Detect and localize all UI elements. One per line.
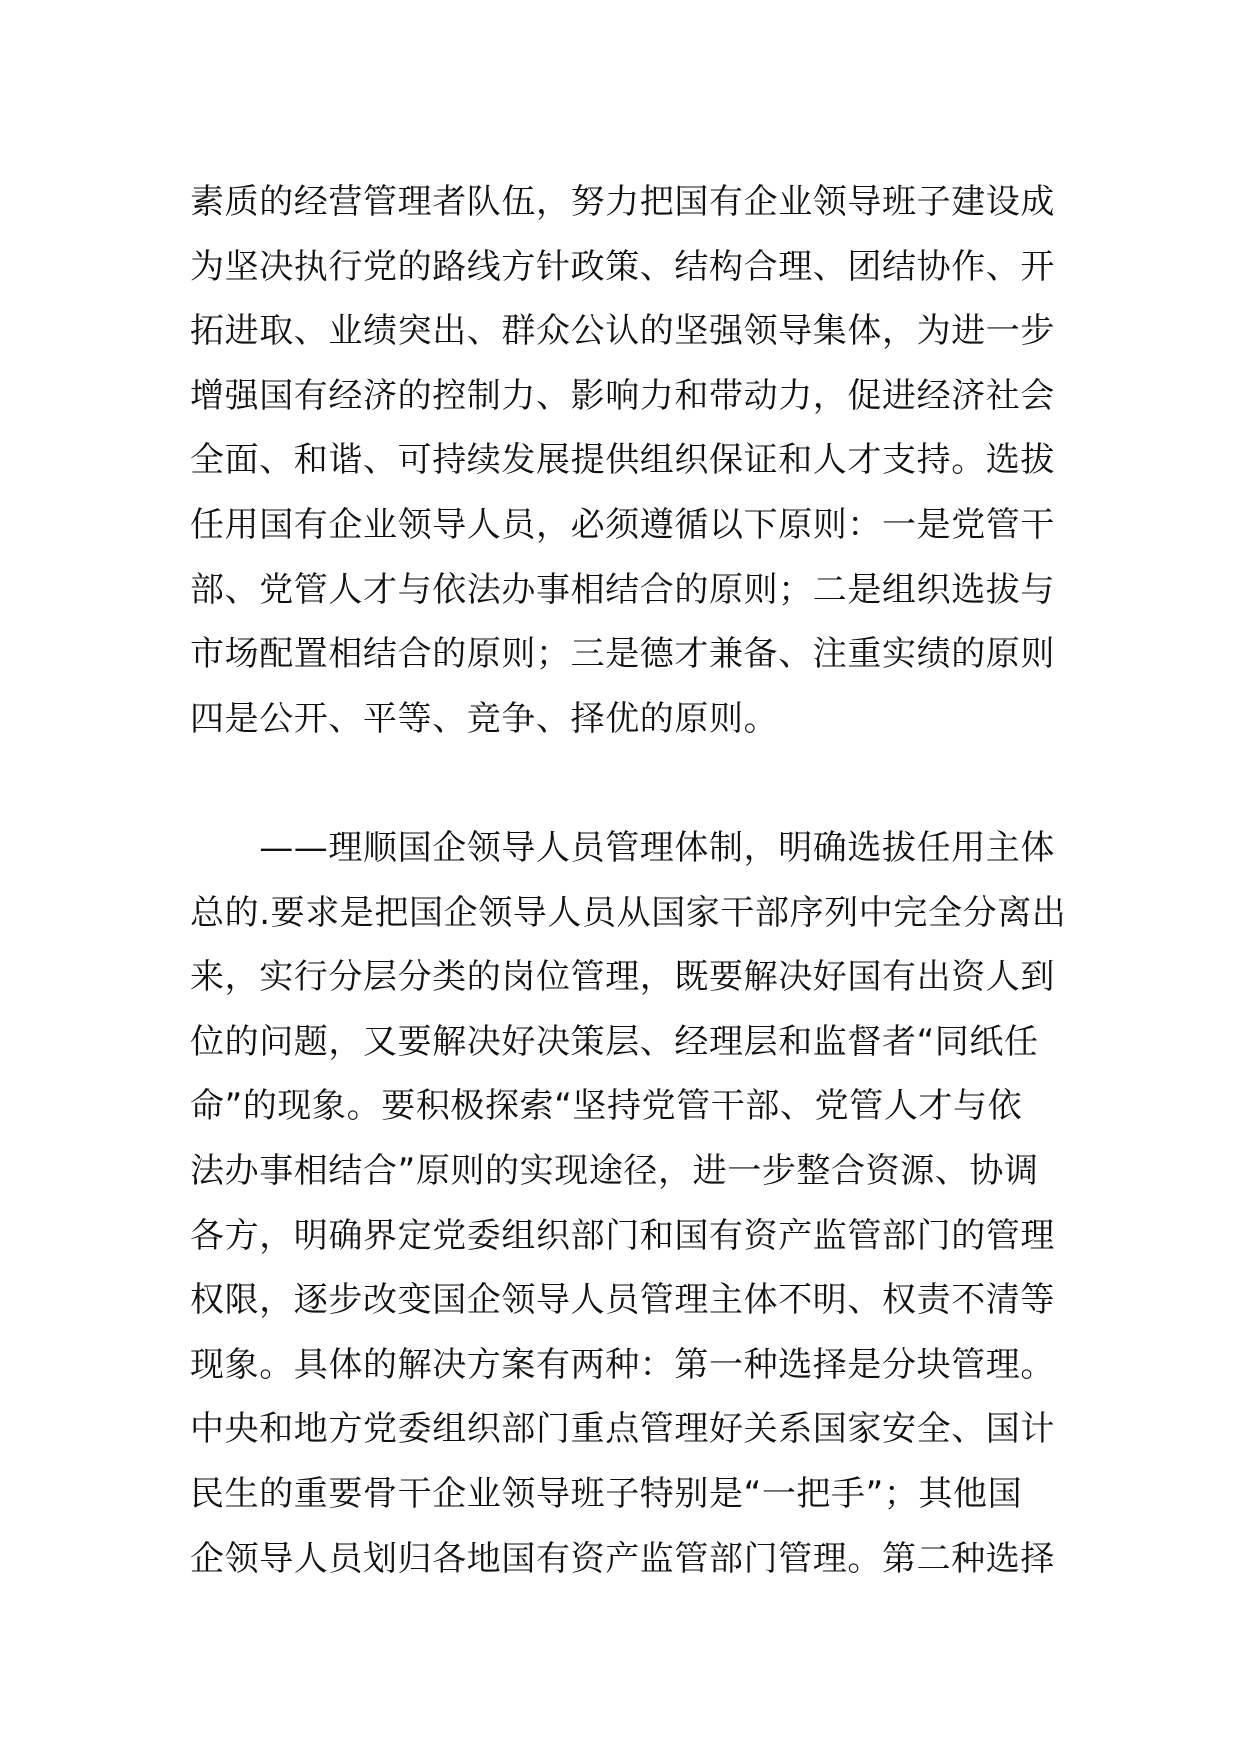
text-line: 权限，逐步改变国企领导人员管理主体不明、权责不清等 [190,1280,1055,1321]
text-line: 中央和地方党委组织部门重点管理好关系国家安全、国计 [190,1409,1055,1450]
text-line: 为坚决执行党的路线方针政策、结构合理、团结协作、开 [190,246,1055,287]
text-line: 市场配置相结合的原则；三是德才兼备、注重实绩的原则 [190,634,1055,675]
text-line: 全面、和谐、可持续发展提供组织保证和人才支持。选拔 [190,440,1055,481]
paragraph-management-system [190,816,1067,1591]
text-line: 现象。具体的解决方案有两种：第一种选择是分块管理。 [190,1344,1055,1385]
text-line: 位的问题，又要解决好决策层、经理层和监督者“同纸任 [190,1021,1039,1062]
text-line: 部、党管人才与依法办事相结合的原则；二是组织选拔与 [190,569,1055,610]
text-line: 法办事相结合”原则的实现途径，进一步整合资源、协调 [190,1150,1039,1191]
paragraph-selection-principles [190,170,1060,751]
text-line: 增强国有经济的控制力、影响力和带动力，促进经济社会 [190,375,1055,416]
text-line: 总的.要求是把国企领导人员从国家干部序列中完全分离出 [190,892,1067,933]
text-line: 企领导人员划归各地国有资产监管部门管理。第二种选择 [190,1538,1055,1579]
text-line: 各方，明确界定党委组织部门和国有资产监管部门的管理 [190,1215,1055,1256]
section-heading-line: ——理顺国企领导人员管理体制，明确选拔任用主体 [190,828,1055,868]
text-line: 四是公开、平等、竞争、择优的原则。 [190,698,779,739]
text-line: 拓进取、业绩突出、群众公认的坚强领导集体，为进一步 [190,311,1055,352]
text-line: 民生的重要骨干企业领导班子特别是“一把手”；其他国 [190,1473,1023,1514]
text-line: 命”的现象。要积极探索“坚持党管干部、党管人才与依 [190,1086,1023,1127]
text-line: 素质的经营管理者队伍，努力把国有企业领导班子建设成 [190,182,1055,222]
text-line: 来，实行分层分类的岗位管理，既要解决好国有出资人到 [190,957,1055,998]
text-line: 任用国有企业领导人员，必须遵循以下原则：一是党管干 [190,504,1055,545]
